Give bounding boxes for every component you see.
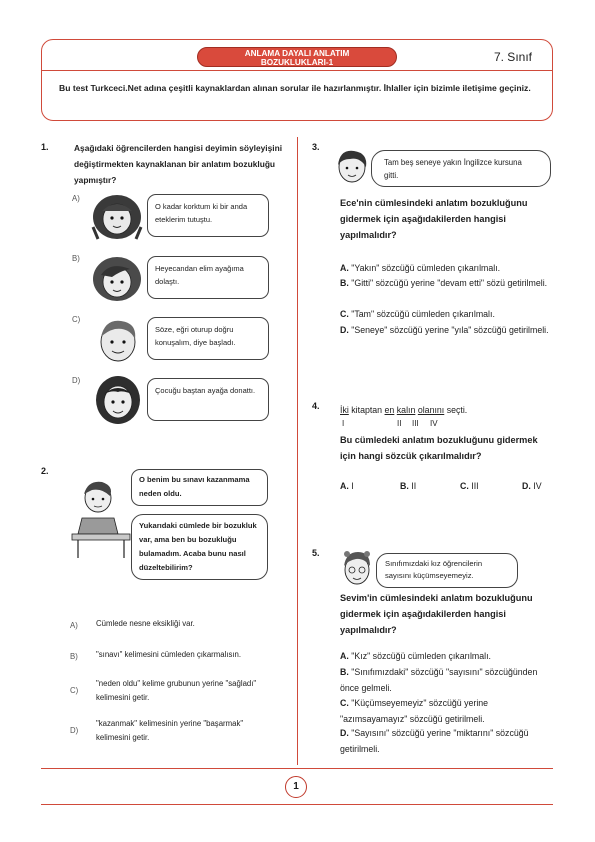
q1-bubble-a: O kadar korktum ki bir anda eteklerim tutuştu. xyxy=(147,194,269,237)
q3-option-d xyxy=(340,322,552,338)
q2-option-c: "neden oldu" kelime grubunun yerine "sağladı" kelimesini getir. xyxy=(96,679,257,702)
q4-number: 4. xyxy=(312,401,320,411)
q4-word-olanini: olanını xyxy=(417,405,445,415)
q4-word-iki: İki xyxy=(340,405,349,415)
q4-option-a-text: I xyxy=(351,481,354,491)
q4-option-c-text: III xyxy=(471,481,479,491)
q5-option-d xyxy=(340,725,552,757)
q2-option-letter-a: A) xyxy=(70,621,78,630)
q5-option-letter-d: D. xyxy=(340,728,349,738)
q3-option-letter-c: C. xyxy=(340,309,349,319)
q4-stem: Bu cümledeki anlatım bozukluğunu gidermek için hangi sözcük çıkarılmalıdır? xyxy=(340,435,538,461)
q2-option-letter-d: D) xyxy=(70,726,79,735)
q1-stem: Aşağıdaki öğrencilerden hangisi deyimin söyleyişini değiştirmekten kaynaklanan bir anlatım bozukluğu yapmıştır? xyxy=(74,143,283,185)
q3-option-letter-a: A. xyxy=(340,263,349,273)
test-title-line2: BOZUKLUKLARI-1 xyxy=(260,58,334,67)
q3-option-b xyxy=(340,275,552,291)
q3-option-b-text: "Gitti" sözcüğü yerine "devam etti" sözü getirilmeli. xyxy=(351,278,548,288)
grade-label: 7. Sınıf xyxy=(493,50,532,64)
q3-option-letter-b: B. xyxy=(340,278,349,288)
q2-option-letter-b: B) xyxy=(70,652,78,661)
footer-rule-bottom xyxy=(41,804,553,805)
q3-option-letter-d: D. xyxy=(340,325,349,335)
q4-word-en: en xyxy=(384,405,395,415)
girl-sevim-icon xyxy=(340,548,374,588)
girl-face-d-icon xyxy=(92,374,144,426)
q3-stem: Ece'nin cümlesindeki anlatım bozukluğunu gidermek için aşağıdakilerden hangisi yapılmalıdır? xyxy=(340,198,528,240)
boy-face-c-icon xyxy=(93,315,143,365)
q1-option-letter-c: C) xyxy=(72,315,81,324)
q5-option-b xyxy=(340,664,552,696)
q3-option-d-text: "Seneye" sözcüğü yerine "yıla" sözcüğü getirilmeli. xyxy=(351,325,549,335)
q4-option-d xyxy=(522,478,542,494)
intro-text: Bu test Turkceci.Net adına çeşitli kaynaklardan alınan sorular ile hazırlanmıştır. İhlaller için bizimle iletişime geçiniz. xyxy=(59,83,531,93)
q5-number: 5. xyxy=(312,548,320,558)
test-title-line1: ANLAMA DAYALI ANLATIM xyxy=(244,49,350,58)
q4-option-letter-d: D. xyxy=(522,481,531,491)
q4-word-kitaptan: kitaptan xyxy=(351,405,383,415)
q4-option-letter-c: C. xyxy=(460,481,469,491)
q5-option-letter-c: C. xyxy=(340,698,349,708)
q3-option-a xyxy=(340,260,552,276)
q5-stem: Sevim'in cümlesindeki anlatım bozukluğunu gidermek için aşağıdakilerden hangisi yapılmalıdır? xyxy=(340,593,533,635)
q1-option-letter-b: B) xyxy=(72,254,80,263)
page-number: 1 xyxy=(285,776,307,798)
q4-marker-i: I xyxy=(342,419,345,428)
q1-bubble-b: Heyecandan elim ayağıma dolaştı. xyxy=(147,256,269,299)
q3-number: 3. xyxy=(312,142,320,152)
q2-bubble-question: Yukarıdaki cümlede bir bozukluk var, ama ben bu bozukluğu bulamadım. Acaba bunu nasıl düzeltebilirim? xyxy=(131,514,268,580)
footer-rule-top xyxy=(41,768,553,769)
q5-option-b-text: "Sınıfımızdaki" sözcüğü "sayısını" sözcüğünden önce gelmeli. xyxy=(340,667,538,693)
q4-option-d-text: IV xyxy=(533,481,542,491)
header-divider xyxy=(42,70,552,71)
q4-option-a xyxy=(340,478,354,494)
q2-bubble-sentence: O benim bu sınavı kazanmama neden oldu. xyxy=(131,469,268,506)
q5-option-d-text: "Sayısını" sözcüğü yerine "miktarını" sözcüğü getirilmeli. xyxy=(340,728,529,754)
q1-option-letter-a: A) xyxy=(72,194,80,203)
header-box xyxy=(41,39,553,121)
q4-marker-ii: II xyxy=(397,419,402,428)
q5-option-c xyxy=(340,695,552,727)
q2-option-letter-c: C) xyxy=(70,686,79,695)
q3-option-c-text: "Tam" sözcüğü cümleden çıkarılmalı. xyxy=(351,309,495,319)
q1-bubble-c: Söze, eğri oturup doğru konuşalım, diye başladı. xyxy=(147,317,269,360)
q4-option-letter-b: B. xyxy=(400,481,409,491)
student-at-desk-icon xyxy=(68,478,134,560)
q2-number: 2. xyxy=(41,466,49,476)
q4-sentence xyxy=(340,402,552,418)
q5-bubble: Sınıfımızdaki kız öğrencilerin sayısını küçümseyemeyiz. xyxy=(376,553,518,588)
girl-face-b-icon xyxy=(90,255,144,303)
q4-marker-iv: IV xyxy=(430,419,438,428)
q2-option-b: "sınavı" kelimesini cümleden çıkarmalısın. xyxy=(96,650,242,659)
q2-option-a: Cümlede nesne eksikliği var. xyxy=(96,619,195,628)
q5-option-c-text: "Küçümseyemeyiz" sözcüğü yerine "azımsayamayız" sözcüğü getirilmeli. xyxy=(340,698,489,724)
q4-option-c xyxy=(460,478,479,494)
q3-option-c xyxy=(340,306,552,322)
q3-option-a-text: "Yakın" sözcüğü cümleden çıkarılmalı. xyxy=(351,263,501,273)
q4-option-b xyxy=(400,478,416,494)
q1-option-letter-d: D) xyxy=(72,376,81,385)
girl-ece-icon xyxy=(334,147,370,187)
q4-word-secti: seçti. xyxy=(446,405,468,415)
q5-option-letter-a: A. xyxy=(340,651,349,661)
q4-option-letter-a: A. xyxy=(340,481,349,491)
q5-option-letter-b: B. xyxy=(340,667,349,677)
q2-option-d: "kazanmak" kelimesinin yerine "başarmak" kelimesini getir. xyxy=(96,719,244,742)
q4-marker-iii: III xyxy=(412,419,419,428)
q5-option-a xyxy=(340,648,552,664)
q4-word-kalin: kalın xyxy=(396,405,416,415)
test-title xyxy=(197,47,397,67)
column-divider xyxy=(297,137,298,765)
q1-number: 1. xyxy=(41,142,49,152)
q1-bubble-d: Çocuğu baştan ayağa donattı. xyxy=(147,378,269,421)
q3-bubble: Tam beş seneye yakın İngilizce kursuna gitti. xyxy=(371,150,551,187)
girl-face-a-icon xyxy=(88,193,146,241)
q5-option-a-text: "Kız" sözcüğü cümleden çıkarılmalı. xyxy=(351,651,491,661)
q4-option-b-text: II xyxy=(411,481,417,491)
